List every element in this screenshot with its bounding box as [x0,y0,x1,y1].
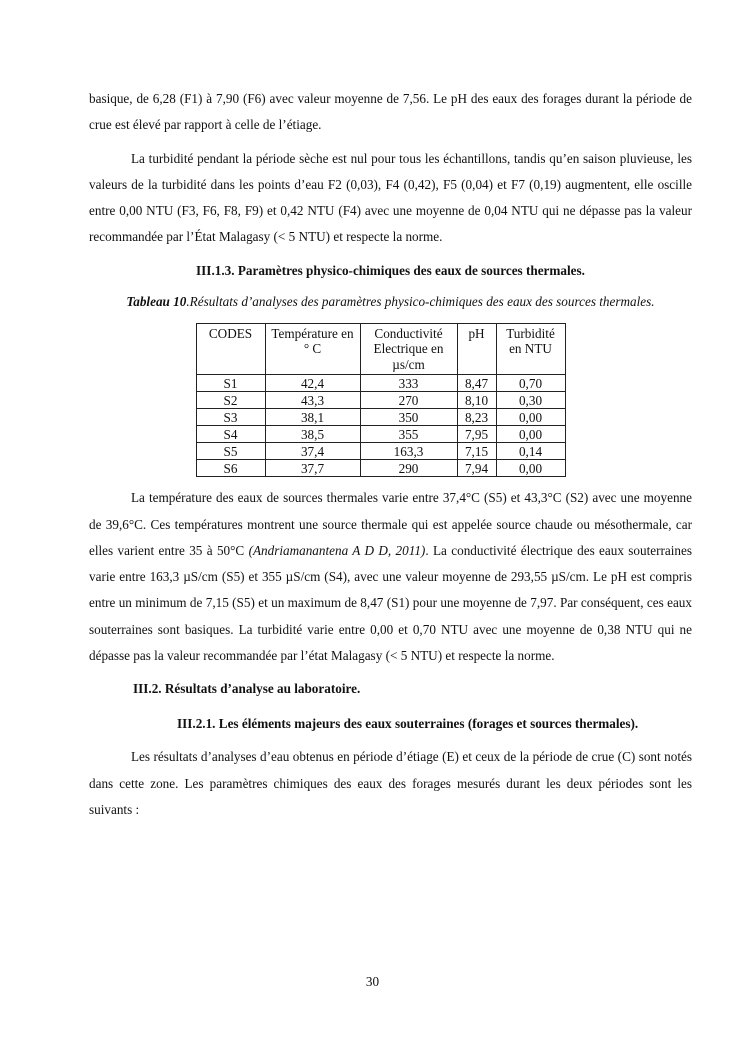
table-row [196,409,565,426]
cell-temperature: 43,3 [265,392,360,409]
header-temperature: Température en ° C [265,323,360,375]
cell-code: S5 [196,443,265,460]
header-turbidite: Turbidité en NTU [496,323,565,375]
header-conductivite: Conductivité Electrique en µs/cm [360,323,457,375]
cell-ph: 7,95 [457,426,496,443]
table-row [196,426,565,443]
document-page [89,86,692,823]
cell-turbidite: 0,14 [496,443,565,460]
paragraph-ph-forages: basique, de 6,28 (F1) à 7,90 (F6) avec valeur moyenne de 7,56. Le pH des eaux des forages durant la période de crue est élevé par rapport à celle de l’étiage. [89,91,692,133]
cell-turbidite: 0,00 [496,409,565,426]
cell-ph: 8,23 [457,409,496,426]
cell-code: S4 [196,426,265,443]
cell-turbidite: 0,00 [496,460,565,477]
section-heading-III-1-3: III.1.3. Paramètres physico-chimiques des eaux de sources thermales. [196,262,585,278]
table-row [196,460,565,477]
header-ph: pH [457,323,496,375]
cell-turbidite: 0,30 [496,392,565,409]
cell-turbidite: 0,00 [496,426,565,443]
cell-conductivite: 350 [360,409,457,426]
cell-conductivite: 290 [360,460,457,477]
cell-code: S3 [196,409,265,426]
table-row [196,375,565,392]
paragraph-text-2: . La conductivité électrique des eaux souterraines varie entre 163,3 µS/cm (S5) et 355 µS/cm (S4), avec une valeur moyenne de 293,55 µS/cm. Le pH est compris entre un minimum de 7,15 (S5) et un maximum de 8,47 (S1) pour une moyenne de 7,97. Par conséquent, ces eaux souterraines sont basiques. La turbidité varie entre 0,00 et 0,70 NTU avec une moyenne de 0,38 NTU qui ne dépasse pas la valeur recommandée par l’état Malagasy (< 5 NTU) et respecte la norme. [89,542,693,664]
results-table [196,323,566,478]
cell-temperature: 38,5 [265,426,360,443]
cell-conductivite: 355 [360,426,457,443]
paragraph-turbidite: La turbidité pendant la période sèche est nul pour tous les échantillons, tandis qu’en saison pluvieuse, les valeurs de la turbidité dans les points d’eau F2 (0,03), F4 (0,42), F5 (0,04) et F7 (0,19) augmentent, elle oscille entre 0,00 NTU (F3, F6, F8, F9) et 0,42 NTU (F4) avec une moyenne de 0,04 NTU qui ne dépasse pas la valeur recommandée par l’État Malagasy (< 5 NTU) et respecte la norme. [89,150,692,245]
cell-ph: 8,10 [457,392,496,409]
paragraph-text-1: La température des eaux de sources thermales varie entre 37,4°C (S5) et 43,3°C (S2) avec une moyenne de 39,6°C. Ces températures montrent une source thermale qui est appelée source chaude ou mésothermale, car elles varient entre 35 à 50°C [89,490,692,558]
cell-temperature: 42,4 [265,375,360,392]
cell-conductivite: 163,3 [360,443,457,460]
cell-temperature: 38,1 [265,409,360,426]
table-row [196,392,565,409]
cell-code: S6 [196,460,265,477]
cell-turbidite: 0,70 [496,375,565,392]
table-caption-label: Tableau 10 [126,293,187,309]
cell-code: S1 [196,375,265,392]
paragraph-sources-thermales [89,485,692,669]
cell-ph: 7,94 [457,460,496,477]
cell-conductivite: 333 [360,375,457,392]
cell-code: S2 [196,392,265,409]
section-heading-III-2: III.2. Résultats d’analyse au laboratoire. [133,681,361,697]
table-header-row [196,323,565,375]
citation: (Andriamanantena A D D, 2011) [248,542,426,558]
cell-temperature: 37,7 [265,460,360,477]
header-codes: CODES [196,323,265,375]
cell-ph: 8,47 [457,375,496,392]
table-caption [89,289,692,315]
cell-conductivite: 270 [360,392,457,409]
section-heading-III-2-1: III.2.1. Les éléments majeurs des eaux souterraines (forages et sources thermales). [177,716,639,732]
cell-temperature: 37,4 [265,443,360,460]
paragraph-resultats: Les résultats d’analyses d’eau obtenus en période d’étiage (E) et ceux de la période de crue (C) sont notés dans cette zone. Les paramètres chimiques des eaux des forages mesurés durant les deux périodes sont les suivants : [89,749,692,817]
page-number: 30 [365,974,380,989]
table-row [196,443,565,460]
table-caption-text: .Résultats d’analyses des paramètres physico-chimiques des eaux des sources thermales. [186,293,655,309]
cell-ph: 7,15 [457,443,496,460]
